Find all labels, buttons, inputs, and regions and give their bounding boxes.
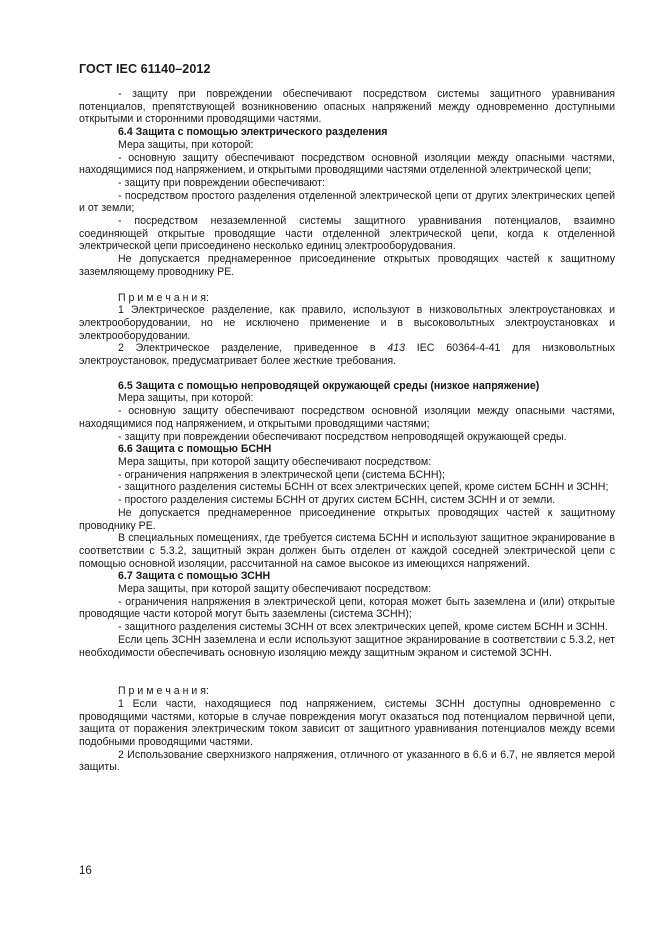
paragraph: Если цепь ЗСНН заземлена и если используют защитное экранирование в соответствии с 5.3.2, нет необходимости обеспечивать основную изоляцию между защитным экраном и системой ЗСНН.	[79, 633, 615, 659]
paragraph: Мера защиты, при которой:	[118, 138, 254, 151]
paragraph: - защиту при повреждении обеспечивают посредством системы защитного уравнивания потенциалов, препятствующей возникновению опасных напряжений между одновременно доступными открытыми и сторонними проводящими частями.	[79, 88, 615, 126]
note-1: 1 Электрическое разделение, как правило, используют в низковольтных электроустановках и электрооборудовании, но не исключено применение и в высоковольтных электроустановках и электрооборудовании.	[79, 304, 615, 342]
note-1: 1 Если части, находящиеся под напряжением, системы ЗСНН доступны одновременно с проводящими частями, которые в случае повреждения могут оказаться под потенциалом первичной цепи, защита от поражения электрическим током зависит от защитного уравнивания потенциалов между всеми подобными проводящими частями.	[79, 697, 615, 749]
spacer	[79, 659, 615, 685]
notes-label: П р и м е ч а н и я:	[118, 685, 209, 698]
note-2-text-end: IEC 60364-4-41 для низковольтных электроустановок, предусматривает более жесткие требования.	[79, 342, 615, 368]
spacer	[79, 368, 615, 380]
clause-reference: 413	[387, 342, 406, 355]
paragraph: В специальных помещениях, где требуется система БСНН и используют защитное экранирование в соответствии с 5.3.2, защитный экран должен быть отделен от каждой соседней электрической цепи с помощью основной изоляции, рассчитанной на самое высокое из имеющихся напряжений.	[79, 532, 615, 570]
paragraph: - защитного разделения системы БСНН от всех электрических цепей, кроме систем БСНН и ЗСНН;	[118, 481, 609, 494]
section-6-6-heading: 6.6 Защита с помощью БСНН	[118, 443, 272, 456]
note-2-text-start: 2 Электрическое разделение, приведенное в	[118, 342, 388, 355]
paragraph: - посредством простого разделения отделенной электрической цепи от других электрических цепей и от земли;	[79, 189, 615, 215]
paragraph: - защитного разделения системы ЗСНН от всех электрических цепей, кроме систем БСНН и ЗСНН.	[118, 621, 608, 634]
notes-heading	[79, 292, 615, 305]
paragraph: - защиту при повреждении обеспечивают:	[118, 176, 325, 189]
paragraph: Мера защиты, при которой защиту обеспечивают посредством:	[118, 583, 432, 596]
note-2: 2 Использование сверхнизкого напряжения, отличного от указанного в 6.6 и 6.7, не является мерой защиты.	[79, 748, 615, 774]
section-6-4-heading: 6.4 Защита с помощью электрического разделения	[118, 126, 388, 139]
notes-label: П р и м е ч а н и я:	[118, 291, 209, 304]
document-code-header: ГОСТ IEC 61140–2012	[79, 62, 211, 76]
paragraph: Не допускается преднамеренное присоединение открытых проводящих частей к защитному проводнику PE.	[79, 506, 615, 532]
page-body	[79, 88, 615, 774]
paragraph: - защиту при повреждении обеспечивают посредством непроводящей окружающей среды.	[118, 430, 567, 443]
paragraph: Не допускается преднамеренное присоединение открытых проводящих частей к защитному заземляющему проводнику PE.	[79, 253, 615, 278]
notes-heading	[79, 685, 615, 698]
paragraph: Мера защиты, при которой защиту обеспечивают посредством:	[118, 455, 432, 468]
paragraph: - простого разделения системы БСНН от других систем БСНН, систем ЗСНН и от земли.	[118, 494, 556, 507]
section-6-7-heading: 6.7 Защита с помощью ЗСНН	[118, 570, 271, 583]
paragraph: - посредством незаземленной системы защитного уравнивания потенциалов, взаимно соединяющей открытые проводящие части отделенной электрической цепи, когда к отделенной электрической цепи присоединено несколько единиц электрооборудования.	[79, 215, 615, 253]
page-number: 16	[79, 865, 92, 877]
paragraph: - основную защиту обеспечивают посредством основной изоляции между опасными частями, находящимися под напряжением, и открытыми проводящими частями;	[79, 405, 615, 430]
note-2	[79, 342, 615, 367]
paragraph: - ограничения напряжения в электрической цепи, которая может быть заземлена и (или) открытые проводящие части которой могут быть заземлены (система ЗСНН);	[79, 595, 615, 621]
paragraph: Мера защиты, при которой:	[118, 392, 254, 405]
spacer	[79, 279, 615, 292]
paragraph: - ограничения напряжения в электрической цепи (система БСНН);	[118, 468, 445, 481]
section-6-5-heading: 6.5 Защита с помощью непроводящей окружающей среды (низкое напряжение)	[118, 379, 540, 392]
paragraph: - основную защиту обеспечивают посредством основной изоляции между опасными частями, находящимися под напряжением, и открытыми проводящими частями отделенной электрической цепи;	[79, 151, 615, 177]
